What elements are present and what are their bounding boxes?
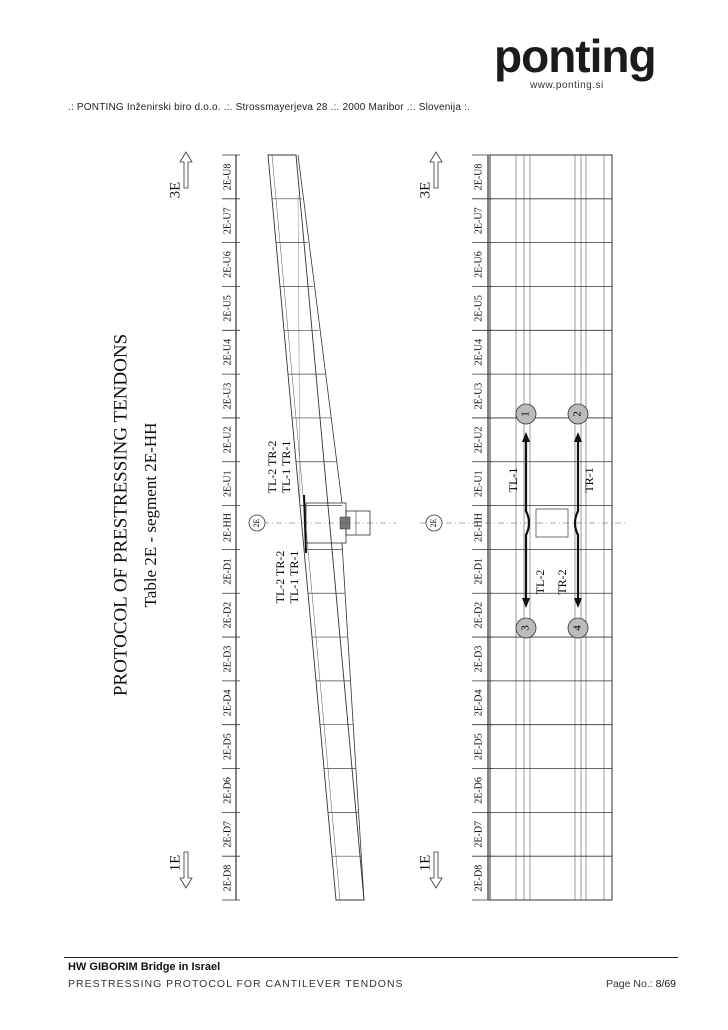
web-line (298, 155, 342, 503)
segment-label: 2E-D1 (222, 557, 234, 585)
segment-label: 2E-HH (222, 513, 234, 542)
segment-label: 2E-U6 (222, 251, 234, 278)
segment-label: 2E-D3 (222, 645, 234, 673)
tendon-label-upper-2: TL-1 TR-1 (278, 440, 293, 494)
footer-project-title: HW GIBORIM Bridge in Israel (68, 961, 221, 973)
segment-label: 2E-D7 (473, 820, 485, 848)
segment-label: 2E-U7 (222, 207, 234, 235)
segment-label: 2E-D3 (473, 645, 485, 673)
segment-label: 2E-HH (473, 513, 485, 542)
segment-label: 2E-D5 (222, 733, 234, 760)
company-address-line: .: PONTING Inženirski biro d.o.o. .:. Strossmayerjeva 28 .:. 2000 Maribor .:. Slovenija :. (68, 102, 471, 113)
tendon-tr (575, 440, 578, 600)
tendon-tl (526, 440, 529, 600)
segment-label: 2E-D4 (473, 689, 485, 717)
page-label: Page No.: (605, 978, 656, 990)
drawing-subtitle: Table 2E - segment 2E-HH (140, 422, 160, 608)
segment-label: 2E-U5 (222, 295, 234, 322)
segment-label: 2E-D5 (473, 733, 485, 760)
plan-pier-axis-label: 2E (428, 518, 438, 528)
segment-label: 2E-U1 (473, 470, 485, 498)
tendon-drawing (0, 140, 728, 910)
segment-label: 2E-U6 (473, 251, 485, 278)
segment-label: 2E-U2 (473, 426, 485, 454)
segment-label: 2E-U3 (473, 382, 485, 410)
direction-label: 3E (417, 181, 434, 199)
segment-label: 2E-U1 (222, 470, 234, 498)
web-line (298, 195, 300, 503)
tendon-arrowhead (522, 598, 530, 608)
segment-label: 2E-U3 (222, 382, 234, 410)
segment-label: 2E-U4 (222, 338, 234, 366)
segment-label: 2E-D2 (473, 601, 485, 629)
tendon-number: 4 (571, 625, 584, 631)
logo-wordmark: ponting (494, 30, 656, 82)
web-line (342, 543, 364, 900)
tendon-name: TR-2 (554, 569, 569, 595)
tendon-name: TL-1 (505, 467, 520, 493)
segment-label: 2E-U8 (222, 163, 234, 191)
tendon-name: TR-1 (581, 467, 596, 493)
segment-label: 2E-D6 (473, 777, 485, 804)
footer-page-number (606, 978, 676, 990)
tendon-number: 2 (571, 411, 584, 417)
segment-label: 2E-D1 (473, 557, 485, 585)
segment-label: 2E-U8 (473, 163, 485, 191)
segment-label: 2E-U4 (473, 338, 485, 366)
ponting-logo (490, 30, 670, 102)
pier-axis-label: 2E (251, 518, 261, 528)
tendon-label-upper-1: TL-2 TR-2 (264, 440, 279, 494)
segment-label: 2E-U7 (473, 207, 485, 235)
segment-label: 2E-U5 (473, 295, 485, 322)
tendon-name: TL-2 (532, 569, 547, 595)
tendon-number: 3 (519, 625, 532, 631)
segment-label: 2E-D8 (473, 864, 485, 892)
direction-label: 1E (417, 854, 434, 872)
tendon-label-lower-1: TL-2 TR-2 (272, 550, 287, 604)
tendon-label-lower-2: TL-1 TR-1 (286, 550, 301, 604)
page-value: 8/69 (655, 978, 676, 990)
tendon-number: 1 (519, 411, 532, 417)
segment-label: 2E-D4 (222, 689, 234, 717)
direction-label: 1E (167, 854, 184, 872)
footer-divider (64, 957, 678, 958)
logo-url: www.ponting.si (530, 80, 604, 91)
plan-outline (490, 155, 612, 900)
segment-label: 2E-D2 (222, 601, 234, 629)
segment-label: 2E-D6 (222, 777, 234, 804)
tendon-arrowhead (522, 432, 530, 442)
segment-label: 2E-D8 (222, 864, 234, 892)
segment-label: 2E-U2 (222, 426, 234, 454)
footer-document-title: PRESTRESSING PROTOCOL FOR CANTILEVER TENDONS (68, 978, 404, 990)
drawing-title: PROTOCOL OF PRESTRESSING TENDONS (110, 333, 132, 697)
segment-label: 2E-D7 (222, 820, 234, 848)
direction-label: 3E (167, 181, 184, 199)
